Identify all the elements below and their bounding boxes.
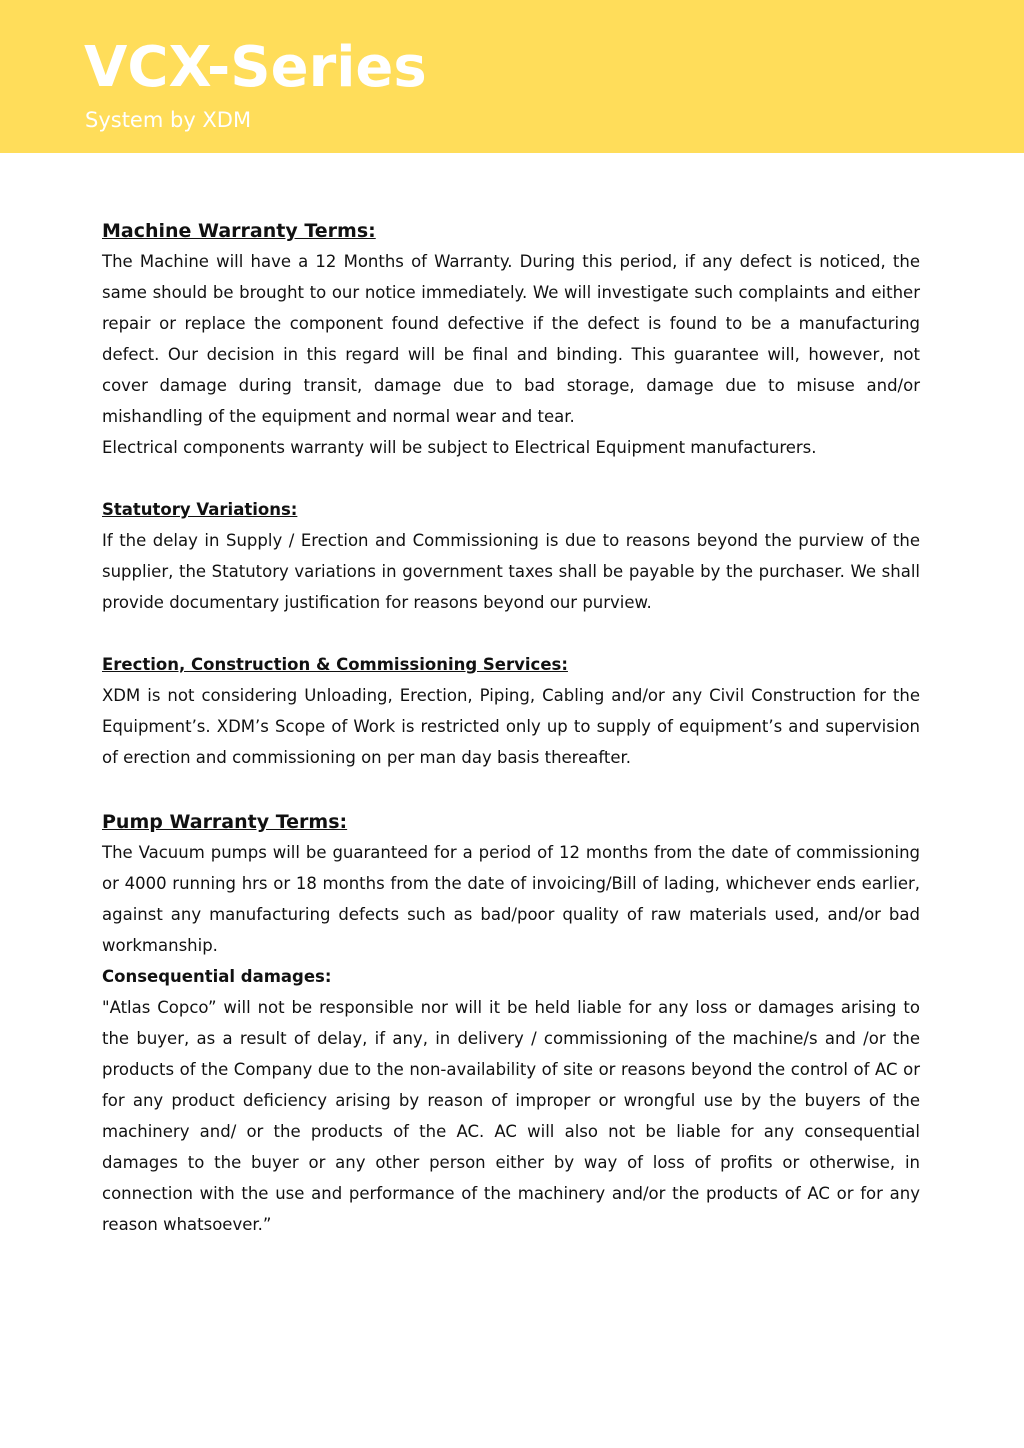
- pump-warranty-text: The Vacuum pumps will be guaranteed for a period of 12 months from the date of commissioning or 4000 running hrs or 18 months from the date of invoicing/Bill of lading, whichever ends earlier, against any manufacturing defects such as bad/poor quality of raw materials used, and/or bad workmanship.: [102, 843, 920, 955]
- pump-warranty-heading: Pump Warranty Terms:: [102, 811, 348, 833]
- electrical-warranty-note: Electrical components warranty will be subject to Electrical Equipment manufacturers.: [102, 438, 817, 457]
- section-spacer: [102, 773, 920, 807]
- document-body: [102, 216, 920, 1240]
- machine-warranty-heading: Machine Warranty Terms:: [102, 220, 376, 242]
- header-banner: [0, 0, 1024, 153]
- section-spacer: [102, 463, 920, 495]
- document-title: VCX-Series: [84, 35, 427, 100]
- consequential-damages-label: Consequential damages:: [102, 967, 332, 986]
- section-spacer: [102, 618, 920, 650]
- machine-warranty-text: The Machine will have a 12 Months of Warranty. During this period, if any defect is noticed, the same should be brought to our notice immediately. We will investigate such complaints and either repair or replace the component found defective if the defect is found to be a manufacturing defect. Our decision in this regard will be final and binding. This guarantee will, however, not cover damage during transit, damage due to bad storage, damage due to misuse and/or mishandling of the equipment and normal wear and tear.: [102, 252, 920, 426]
- machine-warranty-section: [102, 216, 920, 463]
- erection-services-section: [102, 650, 920, 773]
- statutory-variations-heading: Statutory Variations:: [102, 500, 298, 519]
- statutory-variations-section: [102, 495, 920, 618]
- document-subtitle: System by XDM: [85, 108, 252, 132]
- erection-services-text: XDM is not considering Unloading, Erection, Piping, Cabling and/or any Civil Construction for the Equipment’s. XDM’s Scope of Work is restricted only up to supply of equipment’s and supervision of erection and commissioning on per man day basis thereafter.: [102, 686, 920, 767]
- consequential-damages-text: "Atlas Copco” will not be responsible nor will it be held liable for any loss or damages arising to the buyer, as a result of delay, if any, in delivery / commissioning of the machine/s and /or the products of the Company due to the non-availability of site or reasons beyond the control of AC or for any product deficiency arising by reason of improper or wrongful use by the buyers of the machinery and/ or the products of the AC. AC will also not be liable for any consequential damages to the buyer or any other person either by way of loss of profits or otherwise, in connection with the use and performance of the machinery and/or the products of AC or for any reason whatsoever.”: [102, 998, 920, 1234]
- statutory-variations-text: If the delay in Supply / Erection and Commissioning is due to reasons beyond the purview of the supplier, the Statutory variations in government taxes shall be payable by the purchaser. We shall provide documentary justification for reasons beyond our purview.: [102, 531, 920, 612]
- pump-warranty-section: [102, 807, 920, 1240]
- erection-services-heading: Erection, Construction & Commissioning Services:: [102, 655, 568, 674]
